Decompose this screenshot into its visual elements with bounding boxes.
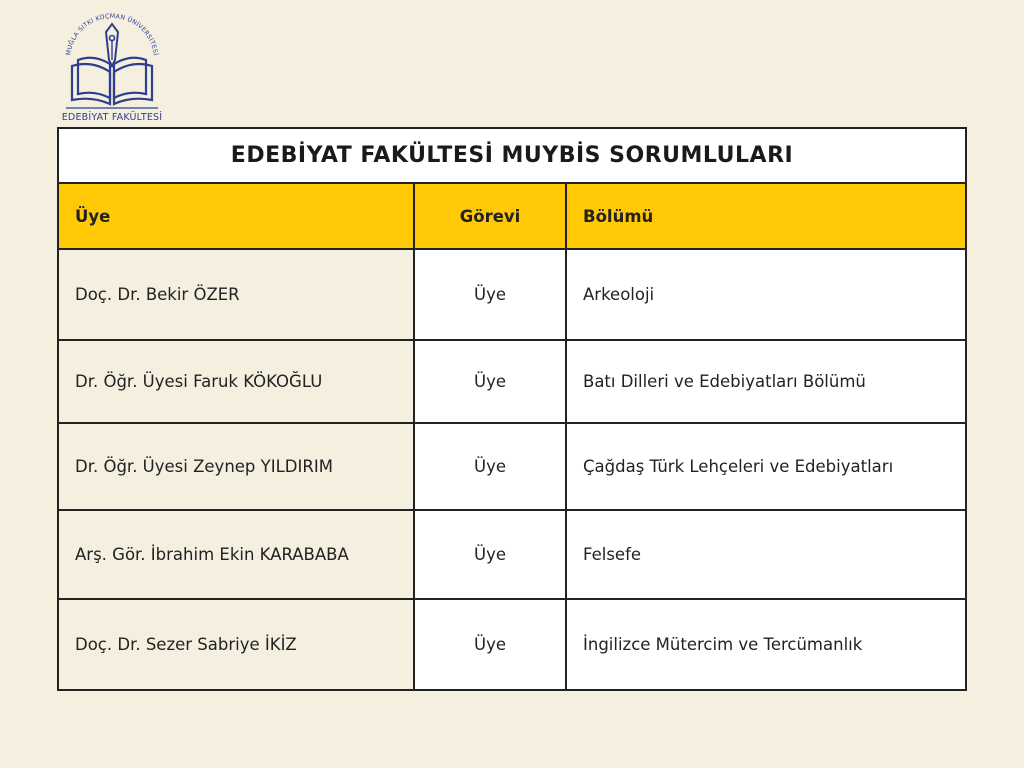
member-role: Üye bbox=[415, 424, 567, 509]
member-role: Üye bbox=[415, 600, 567, 689]
member-role: Üye bbox=[415, 341, 567, 422]
open-book-pen-icon bbox=[56, 2, 168, 114]
svg-text:MUĞLA SITKI KOÇMAN ÜNİVERSİTES bbox=[65, 13, 161, 56]
header-role: Görevi bbox=[415, 184, 567, 248]
member-department: İngilizce Mütercim ve Tercümanlık bbox=[567, 600, 965, 689]
member-role: Üye bbox=[415, 250, 567, 339]
table-row bbox=[59, 422, 965, 509]
member-name: Doç. Dr. Sezer Sabriye İKİZ bbox=[59, 600, 415, 689]
faculty-logo bbox=[56, 2, 168, 126]
table-header-row bbox=[59, 184, 965, 248]
member-department: Batı Dilleri ve Edebiyatları Bölümü bbox=[567, 341, 965, 422]
logo-arc-text: MUĞLA SITKI KOÇMAN ÜNİVERSİTESİ bbox=[65, 12, 159, 57]
member-name: Dr. Öğr. Üyesi Faruk KÖKOĞLU bbox=[59, 341, 415, 422]
header-department: Bölümü bbox=[567, 184, 965, 248]
responsibles-table bbox=[57, 127, 967, 691]
member-department: Felsefe bbox=[567, 511, 965, 598]
member-name: Dr. Öğr. Üyesi Zeynep YILDIRIM bbox=[59, 424, 415, 509]
table-row bbox=[59, 339, 965, 422]
logo-caption: EDEBİYAT FAKÜLTESİ bbox=[61, 112, 163, 123]
member-name: Arş. Gör. İbrahim Ekin KARABABA bbox=[59, 511, 415, 598]
table-row bbox=[59, 598, 965, 689]
table-row bbox=[59, 509, 965, 598]
member-department: Çağdaş Türk Lehçeleri ve Edebiyatları bbox=[567, 424, 965, 509]
member-role: Üye bbox=[415, 511, 567, 598]
table-row bbox=[59, 248, 965, 339]
header-member: Üye bbox=[59, 184, 415, 248]
member-name: Doç. Dr. Bekir ÖZER bbox=[59, 250, 415, 339]
member-department: Arkeoloji bbox=[567, 250, 965, 339]
table-title: EDEBİYAT FAKÜLTESİ MUYBİS SORUMLULARI bbox=[59, 129, 965, 184]
